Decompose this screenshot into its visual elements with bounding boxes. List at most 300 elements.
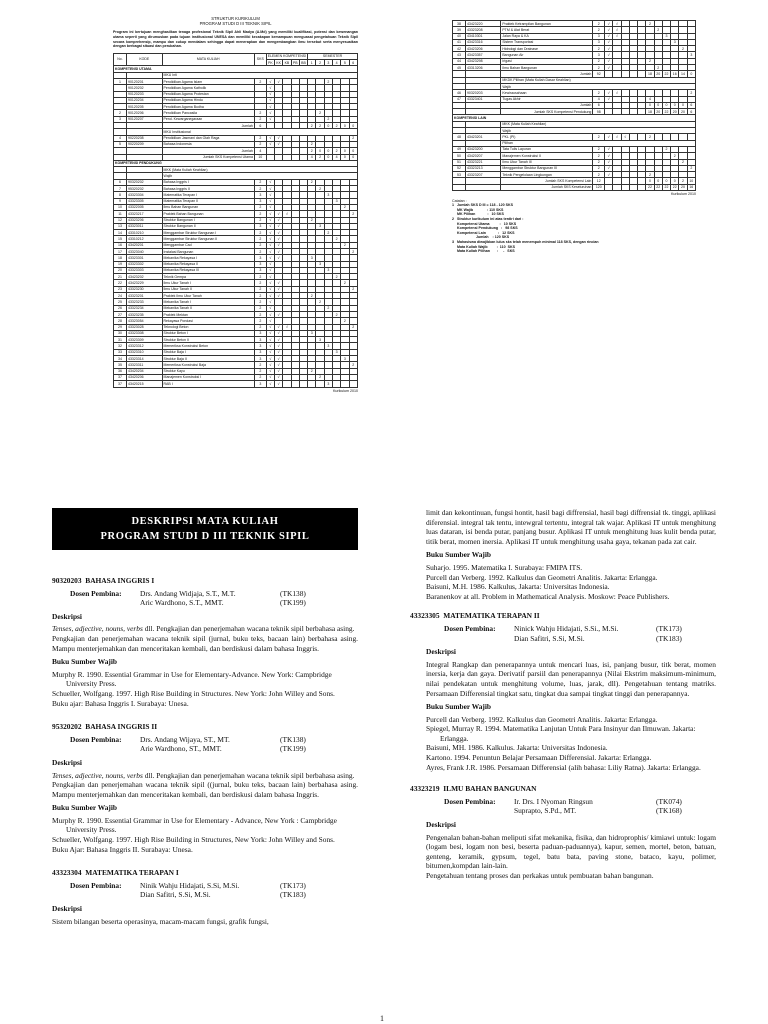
buku-item: Buku Ajar: Bahasa Inggris II. Surabaya: Unesa. — [52, 844, 193, 854]
row-mata-kuliah: Struktur Kayu — [162, 368, 254, 374]
semester-total: 0 — [671, 102, 679, 108]
row-sks: 3 — [254, 261, 266, 267]
semester-sks: 3 — [341, 356, 349, 362]
row-mata-kuliah: Menggambar Struktur Bangunan I — [162, 230, 254, 236]
elemen-check: √ — [266, 211, 274, 217]
row-mata-kuliah: PTM & Alat Berat — [501, 27, 593, 33]
dosen-label: Dosen Pembina: — [444, 796, 496, 806]
semester-total: 22 — [654, 184, 662, 190]
elemen-check: √ — [266, 274, 274, 280]
group-title: MKK (Mata Kuliah Keahlian) — [162, 167, 357, 173]
row-kode: 43323314 — [127, 356, 163, 362]
semester-total: 0 — [324, 123, 332, 129]
dosen-name: Drs. Andang Wijaya, ST., MT. — [140, 734, 230, 744]
deskripsi-text-2: Pengkajian dan penerjemahan wacana teknik sipil (jurnal, buku teks, bacaan lain) berbahasa asing. Mampu menterjemahkan dan menceritakan kembali, dan berdiskusi dalam bahasa Inggris. — [52, 633, 358, 653]
buku-item: Baisuni, M.H. 1986. Kalkulus, Jakarta: Universitas Indonesia. — [426, 582, 610, 592]
semester-total: 2 — [679, 178, 687, 184]
row-no: 26 — [114, 305, 127, 311]
elemen-check: √ — [266, 324, 274, 330]
row-mata-kuliah: Pendidikan Agama Hindu — [162, 97, 254, 103]
row-no: 4 — [114, 135, 127, 141]
elemen-check: √ — [266, 299, 274, 305]
group-title: MKDK Pilihan (Mata Kuliah Dasar Keahlian) — [501, 77, 696, 83]
row-no: 42 — [453, 46, 466, 52]
dosen-name: Ninick Wahju Hidajati, S.Si., M.Si. — [514, 623, 619, 633]
row-kode: 43420201 — [127, 242, 163, 248]
buku-item: Suharjo. 1995. Matematika I. Surabaya: FMIPA ITS. — [426, 562, 583, 572]
elemen-check: √ — [275, 255, 283, 261]
semester-sks: 2 — [646, 134, 654, 140]
row-kode: 43323234 — [127, 305, 163, 311]
dosen-name: Suprapto, S.Pd., MT. — [514, 806, 577, 816]
elemen-check: √ — [266, 217, 274, 223]
row-sks: 3 — [254, 343, 266, 349]
row-kode: 43423201 — [465, 134, 500, 140]
row-mata-kuliah: Pendidikan Agama Budha — [162, 104, 254, 110]
row-no: 37 — [114, 381, 127, 387]
row-sks: 2 — [254, 374, 266, 380]
row-mata-kuliah: Mekanika Tanah II — [162, 305, 254, 311]
semester-sks: 2 — [324, 230, 332, 236]
row-kode: 43323312 — [127, 343, 163, 349]
elemen-check: √ — [605, 27, 613, 33]
elemen-check: √ — [266, 135, 274, 141]
curriculum-title-line2: PROGRAM STUDI D III TEKNIK SIPIL — [199, 21, 272, 27]
elemen-check: √ — [266, 91, 274, 97]
row-no: 21 — [114, 274, 127, 280]
row-kode: 90120201 — [127, 78, 163, 84]
row-no: 23 — [114, 286, 127, 292]
row-mata-kuliah: Menggambar Cad — [162, 242, 254, 248]
row-sks: 2 — [593, 153, 605, 159]
row-mata-kuliah: Teknik Pengelolaan Lingkungan — [501, 172, 593, 178]
semester-sks: 2 — [654, 65, 662, 71]
semester-sks — [332, 381, 340, 387]
row-sks: 3 — [254, 337, 266, 343]
dosen-code: (TK183) — [280, 890, 306, 900]
row-mata-kuliah: Struktur Beton I — [162, 330, 254, 336]
row-sks: 3 — [254, 223, 266, 229]
row-no: 33 — [114, 349, 127, 355]
row-sks: 2 — [593, 172, 605, 178]
deskripsi-rest: dll. Pengkajian dan penerjemahan wacana teknik sipil berbahasa asing. — [142, 770, 355, 780]
row-no: 45 — [453, 65, 466, 71]
total-label: Jumlah SKS Kompetensi Utama — [162, 154, 254, 160]
elemen-subheader: PB — [292, 60, 298, 65]
dosen-block — [52, 735, 358, 754]
semester-sks: 3 — [324, 192, 332, 198]
semester-sks: 2 — [341, 242, 349, 248]
deskripsi-text-2: Pengkajian dan penerjemahan wacana teknik sipil ((jurnal, buku teks, bacaan lain) berbahasa asing. Mampu menterjemahkan dan menceritakan kembali, dan berdiskusi dalam bahasa Inggris. — [52, 780, 358, 799]
row-kode: 43423206 — [465, 46, 500, 52]
elemen-check: √ — [266, 192, 274, 198]
row-mata-kuliah: Struktur Baja I — [162, 349, 254, 355]
elemen-check: √ — [266, 311, 274, 317]
buku-item: Schueller, Wolfgang. 1997. High Rise Building in Structures, New York: John Willey and Sons. — [52, 835, 335, 845]
total-sks: 6 — [593, 102, 605, 108]
elemen-cell — [621, 184, 629, 190]
row-mata-kuliah: Tugas Akhir — [501, 96, 593, 102]
semester-sks: 3 — [308, 255, 316, 261]
semester-sks: 3 — [308, 330, 316, 336]
semester-sks: 2 — [316, 299, 324, 305]
buku-item: Murphy R. 1990. Essential Grammar in Use for Elementary - Advance, New York : Campbridge University Press. — [52, 815, 337, 835]
deskripsi-label: Deskripsi — [426, 647, 456, 657]
dosen-code: (TK173) — [656, 623, 682, 633]
row-sks: 3 — [254, 381, 266, 387]
semester-total: 0 — [324, 154, 332, 160]
elemen-subheader: KK — [276, 60, 281, 65]
curriculum-footnote-left: Kurikulum 2010 — [333, 388, 358, 393]
row-mata-kuliah: Ilmu Ukur Tanah I — [162, 280, 254, 286]
total-sks: 6 — [254, 123, 266, 129]
elemen-check: √ — [266, 368, 274, 374]
row-mata-kuliah: Mekanika Rekayasa II — [162, 261, 254, 267]
col-no-header: No. — [114, 53, 127, 66]
curriculum-row — [453, 184, 696, 190]
row-sks: 2 — [593, 165, 605, 171]
semester-total: 0 — [324, 148, 332, 154]
row-mata-kuliah: Ilmu Bahan Bangunan — [162, 204, 254, 210]
course-name: BAHASA INGGRIS I — [85, 576, 155, 585]
row-kode: 43423298 — [465, 58, 500, 64]
row-kode: 43323302 — [127, 261, 163, 267]
semester-sks: 2 — [662, 146, 670, 152]
row-kode: 90120203 — [127, 91, 163, 97]
elemen-check: √ — [266, 141, 274, 147]
total-label: Jumlah — [501, 71, 593, 77]
semester-sks: 4 — [646, 96, 654, 102]
elemen-check: √ — [605, 134, 613, 140]
group-title: Wajib — [162, 173, 357, 179]
row-mata-kuliah: Rekayasa Pondasi — [162, 318, 254, 324]
elemen-check: √ — [275, 293, 283, 299]
course-code: 95320202 — [52, 722, 82, 732]
catatan-line: Mata Kuliah Wajib : 110 SKS — [452, 244, 515, 249]
elemen-check: √ — [266, 280, 274, 286]
elemen-check: √ — [266, 110, 274, 116]
semester-total: 0 — [662, 102, 670, 108]
deskripsi-text: Sistem bilangan beserta operasinya, macam-macam fungsi, grafik fungsi, — [52, 916, 269, 926]
row-mata-kuliah: Struktur Beton II — [162, 337, 254, 343]
deskripsi-label: Deskripsi — [52, 904, 82, 914]
buku-item: Buku ajar: Bahasa Inggris I. Surabaya: Unesa. — [52, 698, 189, 708]
elemen-check: √ — [275, 374, 283, 380]
row-sks: 3 — [254, 267, 266, 273]
row-no: 17 — [114, 248, 127, 254]
dosen-block — [410, 624, 716, 643]
row-kode: 43323308 — [127, 330, 163, 336]
semester-sks: 3 — [316, 223, 324, 229]
elemen-check: √ — [275, 356, 283, 362]
elemen-check: √ — [266, 349, 274, 355]
row-no: 20 — [114, 267, 127, 273]
dosen-label: Dosen Pembina: — [70, 734, 122, 744]
dosen-code: (TK138) — [280, 734, 306, 744]
course-column-right — [410, 508, 716, 881]
semester-total: 20 — [654, 71, 662, 77]
row-no: 49 — [453, 146, 466, 152]
semester-total: 2 — [332, 148, 340, 154]
semester-sks: 2 — [332, 236, 340, 242]
elemen-check: √ — [266, 286, 274, 292]
row-sks: 2 — [593, 27, 605, 33]
banner-line1: DESKRIPSI MATA KULIAH — [131, 516, 279, 527]
elemen-check: √ — [275, 330, 283, 336]
row-no: 51 — [453, 159, 466, 165]
row-sks: 2 — [254, 179, 266, 185]
elemen-check: √ — [266, 104, 274, 110]
elemen-check: √ — [266, 337, 274, 343]
row-mata-kuliah: Ilmu Ukur Tanah II — [162, 286, 254, 292]
row-sks: 2 — [254, 305, 266, 311]
semester-total: 4 — [332, 154, 340, 160]
col-mk-header: MATA KULIAH — [162, 53, 254, 66]
elemen-check: √ — [605, 39, 613, 45]
row-sks: 2 — [593, 58, 605, 64]
elemen-check: √ — [613, 33, 621, 39]
elemen-check: √ — [613, 27, 621, 33]
semester-sks: 2 — [341, 204, 349, 210]
page-number: 1 — [380, 1014, 384, 1023]
buku-item: Murphy R. 1990. Essential Grammar in Use for Elementary-Advance. New York: Campbridge University Press. — [52, 669, 332, 689]
row-no: 10 — [114, 204, 127, 210]
catatan-line: MK Pilihan : 10 SKS — [452, 212, 504, 217]
elemen-check: √ — [275, 362, 283, 368]
semester-total: 2 — [308, 123, 316, 129]
row-sks: 2 — [254, 293, 266, 299]
elemen-check: √ — [275, 324, 283, 330]
row-mata-kuliah: Menggambar Struktur Bangunan III — [501, 165, 593, 171]
row-mata-kuliah: Ilmu Ukur Tanah III — [501, 159, 593, 165]
row-no: 1 — [114, 78, 127, 84]
dosen-code: (TK168) — [656, 806, 682, 816]
semester-total: 0 — [687, 71, 695, 77]
row-sks: 2 — [254, 280, 266, 286]
dosen-name: Drs. Andang Widjaja, S.T., M.T. — [140, 588, 236, 598]
buku-item: Purcell dan Verberg. 1992. Kalkulus dan Geometri Analitis. Jakarta: Erlangga. — [426, 572, 658, 582]
row-mata-kuliah: Bangunan Air — [501, 52, 593, 58]
semester-total: 22 — [662, 109, 670, 115]
row-sks: 2 — [593, 146, 605, 152]
elemen-check: √ — [266, 78, 274, 84]
semester-sks: 2 — [341, 318, 349, 324]
semester-total: 22 — [671, 184, 679, 190]
row-kode: 43323305 — [127, 198, 163, 204]
row-mata-kuliah: Mekanika Rekayasa III — [162, 267, 254, 273]
row-kode: 43423316 — [465, 39, 500, 45]
row-kode: 43323206 — [127, 217, 163, 223]
row-sks: 2 — [254, 204, 266, 210]
semester-sks: 2 — [679, 46, 687, 52]
semester-sks: 2 — [308, 368, 316, 374]
row-sks: 2 — [254, 248, 266, 254]
row-no: 19 — [114, 261, 127, 267]
dosen-name: Arie Wardhono, ST., MMT. — [140, 744, 222, 754]
elemen-check: √ — [266, 381, 274, 387]
semester-sks: 3 — [316, 261, 324, 267]
row-sks: 2 — [254, 286, 266, 292]
elemen-check: √ — [266, 236, 274, 242]
elemen-check: √ — [266, 198, 274, 204]
dosen-name: Dian Safitri, S.Si, M.Si. — [140, 890, 211, 900]
row-no: 46 — [453, 90, 466, 96]
row-kode: 43423202 — [127, 274, 163, 280]
row-mata-kuliah: Irigasi — [501, 58, 593, 64]
buku-item: Schueller, Wolfgang. 1997. High Rise Building in Structures. New York: John Willey and Sons. — [52, 688, 335, 698]
row-kode: 90320203 — [465, 90, 500, 96]
row-sks: 2 — [254, 236, 266, 242]
elemen-check: √ — [605, 65, 613, 71]
semester-total: 2 — [308, 148, 316, 154]
row-kode: 43323040 — [127, 248, 163, 254]
elemen-check: √ — [275, 280, 283, 286]
semester-total: 0 — [349, 148, 357, 154]
row-sks: 3 — [254, 349, 266, 355]
row-mata-kuliah: Hidrologi dan Drainase — [501, 46, 593, 52]
catatan-line: 3 Mahasiswa diwajibkan lulus sks telah menempuh minimal 118 SKS, dengan rincian — [452, 239, 599, 244]
elemen-check: √ — [266, 261, 274, 267]
semester-sks: 3 — [332, 349, 340, 355]
row-no: 11 — [114, 211, 127, 217]
row-sks: 3 — [254, 198, 266, 204]
group-title: MKU Inti — [162, 72, 357, 78]
row-mata-kuliah: Praktek Ketrampilan Bangunan — [501, 21, 593, 27]
row-kode: 43323303 — [127, 267, 163, 273]
row-no: 24 — [114, 293, 127, 299]
section-title: KOMPETENSI PENDUKUNG — [114, 160, 358, 166]
course-name: MATEMATIKA TERAPAN II — [443, 611, 540, 621]
deskripsi-label: Deskripsi — [52, 757, 82, 767]
deskripsi-text — [52, 771, 358, 781]
row-sks: 2 — [254, 362, 266, 368]
row-sks: 2 — [593, 21, 605, 27]
row-kode: 95320202 — [127, 186, 163, 192]
row-sks: 3 — [254, 356, 266, 362]
semester-total: 6 — [687, 109, 695, 115]
dosen-label: Dosen Pembina: — [70, 880, 122, 890]
semester-total: 22 — [662, 184, 670, 190]
semester-total: 16 — [671, 71, 679, 77]
elemen-check: √ — [613, 21, 621, 27]
elemen-check — [299, 381, 307, 387]
row-mata-kuliah: Mekanika Rekayasa I — [162, 255, 254, 261]
row-mata-kuliah: Mekanika Tanah I — [162, 299, 254, 305]
row-sks: 3 — [593, 52, 605, 58]
curriculum-title-line1: STRUKTUR KURIKULUM — [211, 16, 260, 21]
dosen-name: Ir. Drs. I Nyoman Ringsun — [514, 796, 593, 806]
curriculum-table-left — [113, 53, 358, 388]
total-label: Jumlah SKS Kompetensi Lain — [501, 178, 593, 184]
elemen-check: √ — [605, 33, 613, 39]
semester-total: 0 — [341, 154, 349, 160]
elemen-cell — [605, 184, 613, 190]
semester-total: 0 — [316, 148, 324, 154]
row-kode: 43323230 — [127, 286, 163, 292]
row-no: 18 — [114, 255, 127, 261]
deskripsi-banner — [52, 508, 358, 550]
total-label: Jumlah SKS Kompetensi Pendukung — [501, 109, 593, 115]
total-label: Jumlah — [162, 123, 254, 129]
dosen-label: Dosen Pembina: — [444, 623, 496, 633]
row-mata-kuliah: Pendidikan Jasmani dan Olah Raga — [162, 135, 254, 141]
row-kode: 90120202 — [127, 85, 163, 91]
semester-total: 18 — [646, 71, 654, 77]
row-kode: 43323217 — [127, 211, 163, 217]
elemen-cell — [638, 184, 646, 190]
row-no: 29 — [114, 324, 127, 330]
elemen-check: √ — [605, 21, 613, 27]
elemen-check: √ — [605, 58, 613, 64]
semester-sks: 2 — [679, 159, 687, 165]
total-sks: 10 — [254, 154, 266, 160]
semester-total: 20 — [679, 109, 687, 115]
semester-total: 22 — [646, 184, 654, 190]
section-title: KOMPETENSI UTAMA — [114, 66, 358, 72]
elemen-check: √ — [605, 90, 613, 96]
row-mata-kuliah: Praktek Bahan Bangunan — [162, 211, 254, 217]
dosen-block — [52, 881, 358, 900]
row-sks: 2 — [593, 159, 605, 165]
semester-sks: 2 — [308, 179, 316, 185]
semester-subheader: 1 — [308, 60, 316, 66]
semester-sks: 2 — [316, 374, 324, 380]
buku-label: Buku Sumber Wajib — [426, 550, 492, 560]
row-mata-kuliah: Menggambar Struktur Bangunan II — [162, 236, 254, 242]
course-bahasa-inggris-2 — [52, 722, 358, 854]
row-mata-kuliah: RAB I — [162, 381, 254, 387]
row-mata-kuliah: Struktur Bangunan I — [162, 217, 254, 223]
semester-sks: 2 — [349, 211, 357, 217]
row-kode: 90220208 — [127, 135, 163, 141]
row-mata-kuliah: Pend. Kewarganegaraan — [162, 116, 254, 122]
row-kode: 43323011 — [127, 223, 163, 229]
row-no: 27 — [114, 311, 127, 317]
row-kode: 90120207 — [127, 116, 163, 122]
catatan-line: Jumlah : 120 SKS — [452, 235, 510, 240]
semester-total: 0 — [646, 178, 654, 184]
dosen-code: (TK173) — [280, 880, 306, 890]
buku-item: Ayres, Frank J.R. 1986. Persamaan Differensial (alih bahasa: Liliy Ratna). Jakarta: Erlangga. — [426, 762, 701, 772]
elemen-check: √ — [266, 374, 274, 380]
elemen-check: √ — [605, 146, 613, 152]
semester-sks: 2 — [316, 186, 324, 192]
elemen-check: √ — [613, 134, 621, 140]
row-mata-kuliah: Struktur Baja II — [162, 356, 254, 362]
row-mata-kuliah: Tata Tulis Laporan — [501, 146, 593, 152]
semester-sks: 2 — [332, 311, 340, 317]
row-sks: 2 — [593, 46, 605, 52]
catatan-notes — [452, 203, 696, 254]
row-sks: 3 — [254, 330, 266, 336]
buku-label: Buku Sumber Wajib — [52, 657, 118, 667]
semester-sks: 2 — [324, 78, 332, 84]
semester-sks: 2 — [654, 27, 662, 33]
deskripsi-label: Deskripsi — [426, 820, 456, 830]
semester-sks: 3 — [324, 343, 332, 349]
semester-sks: 2 — [687, 165, 695, 171]
row-mata-kuliah: Bahasa Inggris I — [162, 179, 254, 185]
buku-label: Buku Sumber Wajib — [426, 702, 492, 712]
row-sks: 2 — [593, 90, 605, 96]
elemen-check: √ — [266, 230, 274, 236]
row-sks: 2 — [254, 299, 266, 305]
semester-total: 0 — [662, 178, 670, 184]
row-no: 14 — [114, 230, 127, 236]
row-kode: 43323054 — [127, 318, 163, 324]
semester-total: 20 — [671, 109, 679, 115]
row-kode: 43420206 — [127, 374, 163, 380]
